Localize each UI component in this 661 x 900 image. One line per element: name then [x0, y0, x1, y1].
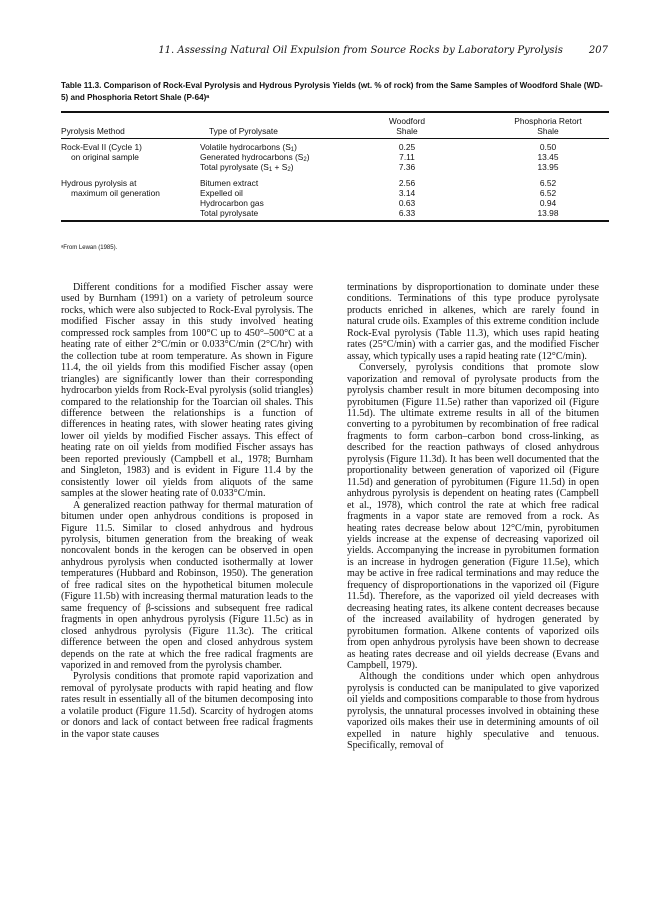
row-phosphoria-value: 0.94: [539, 198, 557, 208]
row-type: Generated hydrocarbons $(S_2)$: [200, 152, 310, 163]
row-woodford-value: 0.25: [398, 142, 416, 152]
table-caption: Table 11.3. Comparison of Rock-Eval Pyrolysis and Hydrous Pyrolysis Yields (wt. % of rock) from the Same Samples of Woodford Shale (WD-5) and Phosphoria Retort Shale (P-64)ᵃ: [61, 81, 603, 102]
row-type: Expelled oil: [200, 188, 243, 198]
page-number: 207: [588, 45, 608, 56]
row-woodford-value: 7.36: [398, 162, 416, 172]
row-type: Volatile hydrocarbons $(S_1)$: [200, 142, 297, 153]
row-method: on original sample: [71, 152, 139, 162]
table-row: [61, 208, 609, 218]
row-method: Rock-Eval II (Cycle 1): [61, 142, 142, 152]
header-type-of-pyrolysate: Type of Pyrolysate: [209, 126, 278, 136]
table-header-row-2: [61, 126, 609, 136]
body-paragraph: Conversely, pyrolysis conditions that promote slow vaporization and removal of pyrolysate products from the pyrolysis chamber result in more bitumen decomposing into pyrobitumen (Figure 11.5e) rather than vaporized oil (Figure 11.5d). The ultimate extreme results in all of the bitumen converting to a pyrobitumen by recombination of free radical fragments to form carbon–carbon bond cross-linking, as described for the reaction pathways of closed anhydrous pyrolysis (Figure 11.3d). It has been well documented that the proportionality between generation of vaporized oil (Figure 11.5d) and generation of pyrobitumen (Figure 11.5d) in open anhydrous pyrolysis is dependent on heating rates (Campbell et al., 1978), which control the rate at which free radical fragments in a vapor state are removed from a rock. As heating rates decrease below about 12°C/min, pyrobitumen yields increase at the expense of decreasing vaporized oil yields. Accompanying the increase in pyrobitumen formation is an increase in hydrogen generation (Figure 11.5e), which may be active in free radical terminations and may reduce the frequency of disproportionations in the vaporized oil (Figure 11.5d). Therefore, as the vaporized oil yield decreases with decreasing heating rates, its alkene content decreases because of the increased availability of hydrogen generated by pyrobitumen formation. Alkene contents of vaporized oils from open anhydrous pyrolysis have been shown to decrease as heating rates decrease and oil yields decrease (Evans and Campbell, 1979).: [347, 362, 599, 671]
table-row: [61, 178, 609, 188]
row-phosphoria-value: 13.95: [537, 162, 559, 172]
table-bottom-rule: [61, 220, 609, 222]
row-method: maximum oil generation: [71, 188, 160, 198]
body-paragraph: Different conditions for a modified Fischer assay were used by Burnham (1991) on a variety of petroleum source rocks, which were also subjected to Rock-Eval pyrolysis. The modified Fischer assay in this study involved heating compressed rock samples from 100°C up to 450°–500°C at a heating rate of either 2°C/min or 0.033°C/min (2°C/hr) with the collection tube at room temperature. As shown in Figure 11.4, the oil yields from this modified Fischer assay (open triangles) are significantly lower than their corresponding hydrocarbon yields from Rock-Eval pyrolysis (solid triangles) compared to the relationship for the Toarcian oil shales. This difference between the relationships is a function of differences in heating rates, with slower heating rates giving lower oil yields by modified Fischer assays. This effect of heating rate on oil yields from modified Fischer assays has been reported previously (Campbell et al., 1978; Burnham and Singleton, 1983) and is evident in Figure 11.4 by the consistently lower oil yields from aliquots of the same samples at the slower heating rate of 0.033°C/min.: [61, 282, 313, 500]
body-paragraph: Pyrolysis conditions that promote rapid vaporization and removal of pyrolysate products with rapid heating and flow rates result in essentially all of the bitumen decomposing into a volatile product (Figure 11.5d). Scarcity of hydrogen atoms or donors and lack of contact between free radical fragments in the vapor state causes: [61, 671, 313, 740]
body-paragraph: Although the conditions under which open anhydrous pyrolysis is conducted can be manipulated to give vaporized oil yields and compositions comparable to those from hydrous pyrolysis, the unnatural processes involved in obtaining these vaporized oils makes their use in determining amounts of oil expelled in nature highly speculative and tenuous. Specifically, removal of: [347, 671, 599, 752]
row-phosphoria-value: 6.52: [539, 188, 557, 198]
table-row: [61, 152, 609, 162]
row-phosphoria-value: 6.52: [539, 178, 557, 188]
header-woodford-line1: Woodford: [388, 116, 426, 126]
row-type: Total pyrolysate $(S_1 + S_2)$: [200, 162, 294, 173]
table-row: [61, 198, 609, 208]
row-type: Total pyrolysate: [200, 208, 259, 218]
table-header-rule: [61, 138, 609, 139]
row-type: Hydrocarbon gas: [200, 198, 264, 208]
row-woodford-value: 0.63: [398, 198, 416, 208]
running-head: [60, 45, 608, 57]
row-woodford-value: 6.33: [398, 208, 416, 218]
data-table: [61, 111, 609, 222]
header-phosphoria-line2: Shale: [537, 126, 559, 136]
table-row: [61, 188, 609, 198]
row-phosphoria-value: 0.50: [539, 142, 557, 152]
header-woodford-line2: Shale: [396, 126, 418, 136]
row-woodford-value: 3.14: [398, 188, 416, 198]
table-header-row-1: [61, 116, 609, 126]
body-paragraph: terminations by disproportionation to dominate under these conditions. Terminations of this type produce pyrolysate products enriched in alkenes, which are rarely found in natural crude oils. Examples of this extreme condition include Rock-Eval pyrolysis (Table 11.3), which uses rapid heating rates (25°C/min) with a carrier gas, and the modified Fischer assay, which typically uses a rapid heating rate (12°C/min).: [347, 282, 599, 362]
row-method: Hydrous pyrolysis at: [61, 178, 137, 188]
row-type: Bitumen extract: [200, 178, 259, 188]
table-row: [61, 142, 609, 152]
table-footnote: ᵃFrom Lewan (1985).: [61, 245, 118, 251]
body-paragraph: A generalized reaction pathway for thermal maturation of bitumen under open anhydrous conditions is proposed in Figure 11.5. Similar to closed anhydrous and hydrous pyrolysis, bitumen generation from the breaking of weak noncovalent bonds in the kerogen can be observed in open anhydrous pyrolysis when conducted isothermally at lower temperatures (Hubbard and Robinson, 1950). The generation of free radical sites on the hypothetical bitumen molecule (Figure 11.5b) with increasing thermal maturation leads to the same frequency of β-scissions and subsequent free radical fragments in open anhydrous pyrolysis (Figure 11.5c) as in closed anhydrous pyrolysis (Figure 11.3c). The critical difference between the open and closed anhydrous system depends on the rate at which the free radical fragments are vaporized in and removed from the pyrolysis chamber.: [61, 499, 313, 671]
running-head-title: 11. Assessing Natural Oil Expulsion from Source Rocks by Laboratory Pyrolysis: [158, 45, 563, 56]
table-top-rule: [61, 111, 609, 113]
body-column-left: [61, 282, 313, 740]
header-phosphoria-line1: Phosphoria Retort: [514, 116, 582, 126]
header-pyrolysis-method: Pyrolysis Method: [61, 126, 125, 136]
body-column-right: [347, 282, 599, 752]
row-woodford-value: 2.56: [398, 178, 416, 188]
row-phosphoria-value: 13.45: [537, 152, 559, 162]
row-woodford-value: 7.11: [399, 152, 415, 162]
row-phosphoria-value: 13.98: [537, 208, 559, 218]
table-row: [61, 162, 609, 172]
